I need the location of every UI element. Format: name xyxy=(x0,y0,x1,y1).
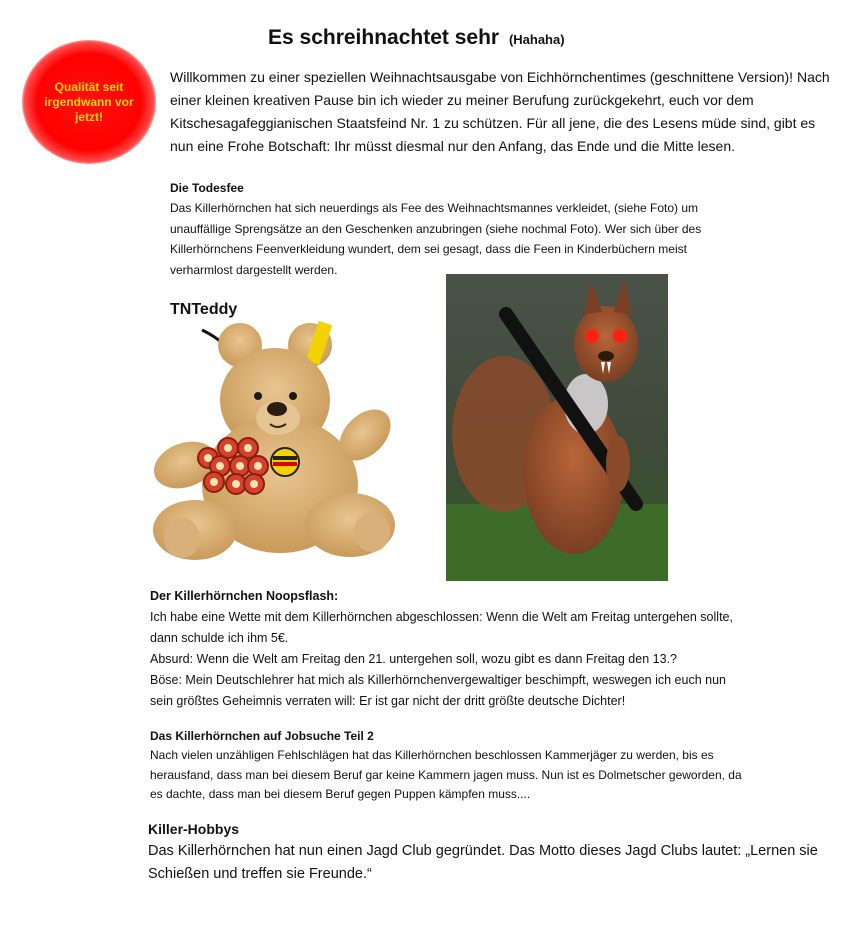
quality-badge xyxy=(22,40,156,164)
teddy-image xyxy=(140,300,440,575)
section-jobsuche xyxy=(150,726,750,805)
section-heading: Killer-Hobbys xyxy=(148,821,240,837)
section-hobbys xyxy=(148,818,838,886)
red-eyed-squirrel-with-wand-icon xyxy=(446,274,668,581)
teddy-label: TNTeddy xyxy=(170,301,238,318)
section-body: Nach vielen unzähligen Fehlschlägen hat das Killerhörnchen beschlossen Kammerjäger zu werden, bis es herausfand, dass man bei diesem Beruf gar keine Kammern jagen muss. Nun ist es Dolmetscher geworden, da es dachte, dass man bei diesem Beruf gegen Puppen kämpfen muss.... xyxy=(150,748,742,801)
section-body: Das Killerhörnchen hat sich neuerdings als Fee des Weihnachtsmannes verkleidet, (siehe Foto) um unauffällige Sprengsätze an den Geschenken anzubringen (siehe nochmal Foto). Wer sich über des Killerhörnchens Feenverkleidung wundert, dem sei gesagt, dass die Feen in Kinderbüchern meist verharmlost dargestellt werden. xyxy=(170,201,702,277)
page-title xyxy=(268,26,565,50)
section-heading: Der Killerhörnchen Noopsflash: xyxy=(150,589,339,603)
section-heading: Das Killerhörnchen auf Jobsuche Teil 2 xyxy=(150,729,374,743)
noops-line-1: Ich habe eine Wette mit dem Killerhörnchen abgeschlossen: Wenn die Welt am Freitag untergehen sollte, dann schulde ich ihm 5€. xyxy=(150,610,733,645)
noops-line-3: Böse: Mein Deutschlehrer hat mich als Killerhörnchenvergewaltiger beschimpft, weswegen ich euch nun sein größtes Geheimnis verraten will: Er ist gar nicht der dritt größte deutsche Dichter! xyxy=(150,673,726,708)
section-noopsflash xyxy=(150,586,750,712)
title-main: Es schreihnachtet sehr xyxy=(268,26,500,49)
section-heading: Die Todesfee xyxy=(170,181,244,195)
teddy-bear-with-dynamite-icon xyxy=(140,300,440,575)
noops-line-2: Absurd: Wenn die Welt am Freitag den 21. untergehen soll, wozu gibt es dann Freitag den 13.? xyxy=(150,652,677,666)
squirrel-image xyxy=(446,274,668,581)
title-aside: (Hahaha) xyxy=(508,32,565,47)
intro-paragraph: Willkommen zu einer speziellen Weihnachtsausgabe von Eichhörnchentimes (geschnittene Version)! Nach einer kleinen kreativen Pause bin ich wieder zu meiner Berufung zurückgekehrt, euch vor dem Kitschesagafeggianischen Staatsfeind Nr. 1 zu schützen. Für all jene, die des Lesens müde sind, gibt es nun eine Frohe Botschaft: Ihr müsst diesmal nur den Anfang, das Ende und die Mitte lesen. xyxy=(170,69,830,154)
section-body: Das Killerhörnchen hat nun einen Jagd Club gegründet. Das Motto dieses Jagd Clubs lautet: „Lernen sie Schießen und treffen sie Freunde.“ xyxy=(148,843,818,882)
badge-text: Qualität seit irgendwann vor jetzt! xyxy=(44,79,134,124)
section-todesfee xyxy=(170,178,730,280)
